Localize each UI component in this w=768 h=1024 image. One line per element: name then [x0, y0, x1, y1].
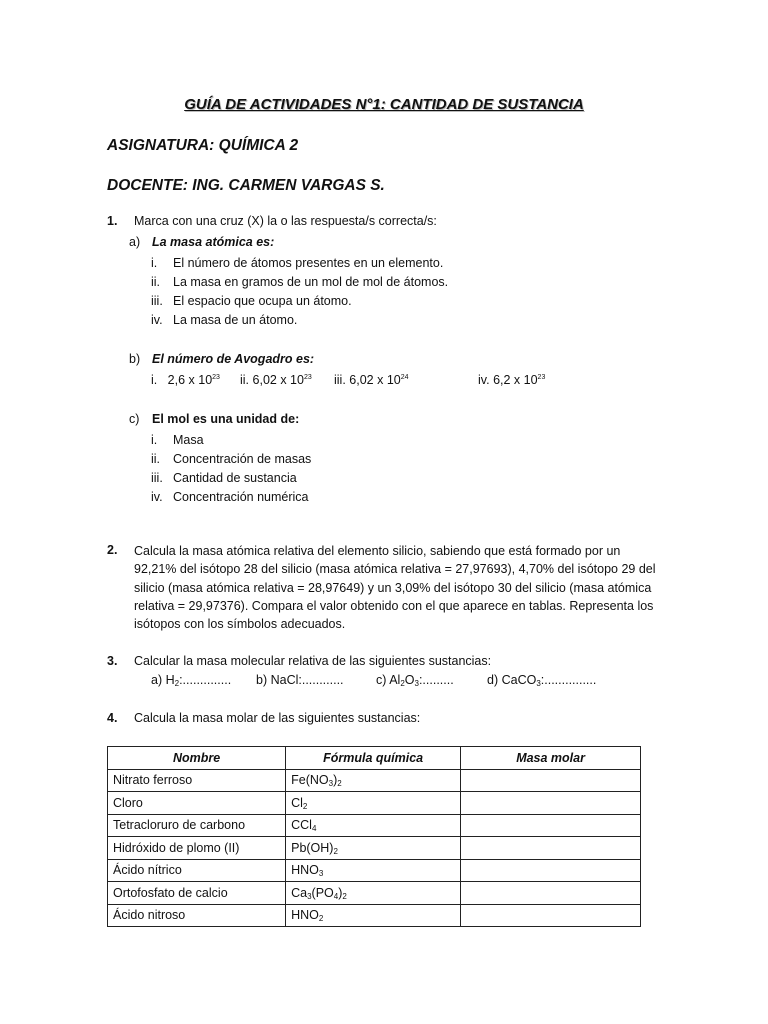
q3-item-b: b) NaCl:............ [256, 673, 344, 687]
q1a-item-num: iv. [151, 313, 163, 327]
formula-cell: $Pb(OH)_2$ [286, 837, 461, 860]
molar-mass-cell[interactable] [461, 814, 641, 837]
formula-cell: $HNO_3$ [286, 859, 461, 882]
q1-number: 1. [107, 214, 118, 228]
avogadro-option-1: i. 2,6 x $10^{23}$ [151, 373, 220, 387]
column-header-name: Nombre [108, 747, 286, 770]
q1c-item-text: Concentración numérica [173, 490, 309, 504]
formula-cell: CCl$_4$ [286, 814, 461, 837]
subject-heading: ASIGNATURA: QUÍMICA 2 [107, 137, 299, 154]
table-row [108, 792, 641, 815]
q4-number: 4. [107, 711, 118, 725]
table-row [108, 882, 641, 905]
q1a-item-num: i. [151, 256, 158, 270]
substance-name-cell: Ácido nítrico [108, 859, 286, 882]
q1c-item-text: Masa [173, 433, 204, 447]
q1c-item-num: iv. [151, 490, 163, 504]
q1a-item-text: El número de átomos presentes en un elemento. [173, 256, 444, 270]
q1c-item-num: iii. [151, 471, 163, 485]
molar-mass-cell[interactable] [461, 882, 641, 905]
formula-cell: $HNO_2$ [286, 904, 461, 927]
q1c-letter: c) [129, 412, 140, 426]
q1a-item-text: La masa de un átomo. [173, 313, 298, 327]
molar-mass-cell[interactable] [461, 859, 641, 882]
q1b-letter: b) [129, 352, 141, 366]
q1a-heading: La masa atómica es: [152, 235, 275, 249]
formula-cell: $Cl_2$ [286, 792, 461, 815]
q1a-item-text: El espacio que ocupa un átomo. [173, 294, 352, 308]
document-title: GUÍA DE ACTIVIDADES N°1: CANTIDAD DE SUSTANCIA [184, 96, 584, 113]
q1c-item-text: Cantidad de sustancia [173, 471, 297, 485]
formula-cell: $Ca_3(PO_4)_2$ [286, 882, 461, 905]
substance-name-cell: Tetracloruro de carbono [108, 814, 286, 837]
table-row [108, 837, 641, 860]
teacher-heading: DOCENTE: ING. CARMEN VARGAS S. [107, 177, 385, 194]
formula-cell: $Fe(NO_3)_2$ [286, 769, 461, 792]
q3-item-c: c) $Al_2O_3$:......... [376, 673, 454, 688]
q1a-item-num: iii. [151, 294, 163, 308]
molar-mass-table [107, 746, 641, 927]
substance-name-cell: Ácido nitroso [108, 904, 286, 927]
table-row [108, 859, 641, 882]
molar-mass-cell[interactable] [461, 904, 641, 927]
q2-text: Calcula la masa atómica relativa del elemento silicio, sabiendo que está formado por un 92,21% del isótopo 28 del silicio (masa atómica relativa = 27,97693), 4,70% del isótopo 29 del silicio (masa atómica relativa = 28,97649) y un 3,09% del isótopo 30 del silicio (masa atómica relativa = 29,97376). Compara el valor obtenido con el que aparece en tablas. Representa los isótopos con los símbolos adecuados. [134, 544, 656, 632]
table-row [108, 769, 641, 792]
substance-name-cell: Hidróxido de plomo (II) [108, 837, 286, 860]
q3-text: Calcular la masa molecular relativa de las siguientes sustancias: [134, 654, 492, 668]
molar-mass-cell[interactable] [461, 792, 641, 815]
column-header-formula: Fórmula química [286, 747, 461, 770]
q1b-heading: El número de Avogadro es: [152, 352, 315, 366]
q1c-heading: El mol es una unidad de: [152, 412, 300, 426]
substance-name-cell: Cloro [108, 792, 286, 815]
q3-number: 3. [107, 654, 118, 668]
q1c-item-text: Concentración de masas [173, 452, 312, 466]
q1-text: Marca con una cruz (X) la o las respuesta/s correcta/s: [134, 214, 437, 228]
avogadro-option-2: ii. 6,02 x $10^{23}$ [240, 373, 312, 387]
substance-name-cell: Ortofosfato de calcio [108, 882, 286, 905]
avogadro-option-4: iv. 6,2 x $10^{23}$ [478, 373, 546, 387]
q4-text: Calcula la masa molar de las siguientes sustancias: [134, 711, 421, 725]
molar-mass-cell[interactable] [461, 769, 641, 792]
avogadro-option-3: iii. 6,02 x $10^{24}$ [334, 373, 409, 387]
column-header-molar-mass: Masa molar [461, 747, 641, 770]
substance-name-cell: Nitrato ferroso [108, 769, 286, 792]
q3-item-a: a) $H_2$:.............. [151, 673, 232, 688]
q1a-item-text: La masa en gramos de un mol de mol de átomos. [173, 275, 449, 289]
molar-mass-cell[interactable] [461, 837, 641, 860]
table-header-row [108, 747, 641, 770]
table-row [108, 814, 641, 837]
q2-number: 2. [107, 543, 118, 557]
q1a-item-num: ii. [151, 275, 161, 289]
q1c-item-num: ii. [151, 452, 161, 466]
q1a-letter: a) [129, 235, 141, 249]
table-row [108, 904, 641, 927]
q1c-item-num: i. [151, 433, 158, 447]
q3-item-d: d) CaCO$_3$:............... [487, 673, 597, 688]
